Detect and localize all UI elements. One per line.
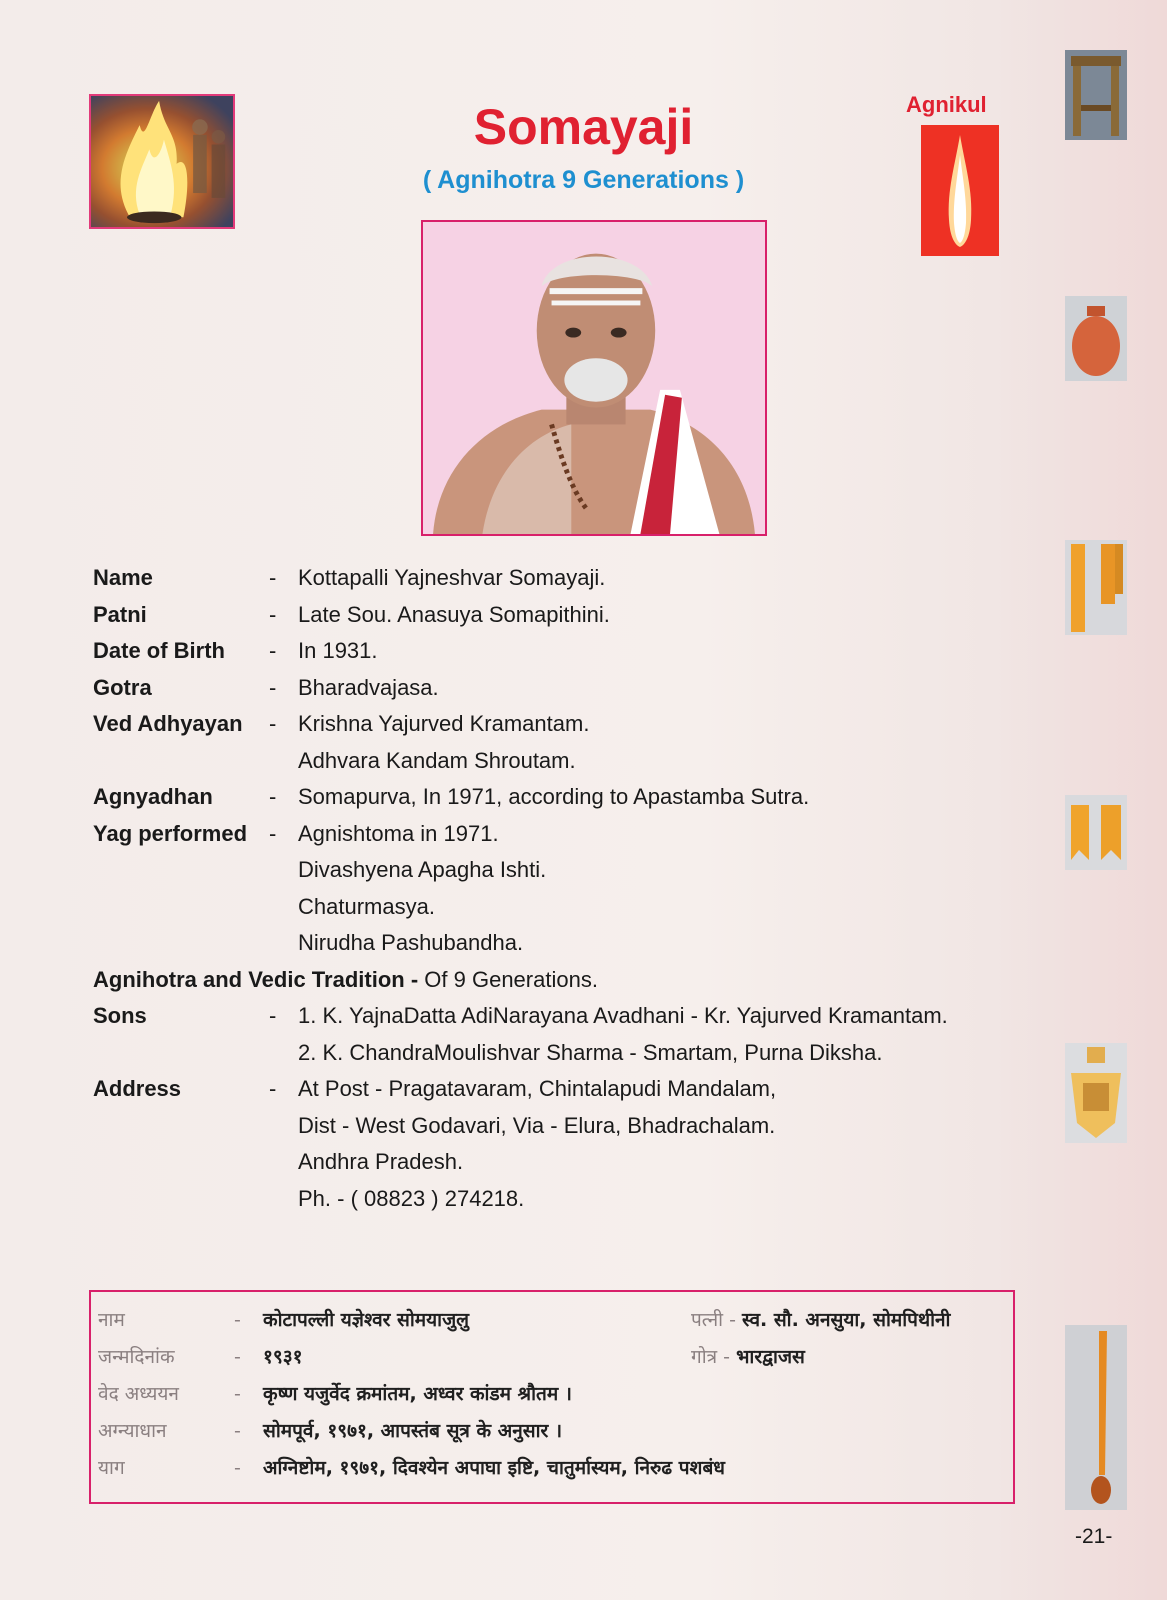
detail-dash: - <box>269 638 277 663</box>
detail-value: Bharadvajasa. <box>298 674 439 700</box>
hindi-value: कोटापल्ली यज्ञेश्वर सोमयाजुलु <box>263 1309 470 1331</box>
detail-label: Sons <box>93 1003 147 1028</box>
detail-agnyadhan <box>93 779 1033 816</box>
detail-yag-performed <box>93 816 1033 962</box>
detail-value: Krishna Yajurved Kramantam. <box>298 711 590 736</box>
detail-value: Of 9 Generations. <box>424 966 598 992</box>
details-section <box>93 560 1033 1217</box>
hindi-label: जन्मदिनांक <box>98 1346 175 1368</box>
hindi-row-patni <box>691 1305 950 1335</box>
detail-value: Late Sou. Anasuya Somapithini. <box>298 601 610 627</box>
hindi-dash: - <box>234 1383 241 1405</box>
hindi-value: १९३१ <box>263 1346 303 1368</box>
hindi-label: नाम <box>98 1309 125 1331</box>
detail-value: In 1931. <box>298 638 378 663</box>
hindi-dash: - <box>234 1457 241 1479</box>
detail-dash: - <box>269 820 277 846</box>
hindi-label: गोत्र <box>691 1346 718 1368</box>
detail-value: 2. K. ChandraMoulishvar Sharma - Smartam, Purna Diksha. <box>298 1039 883 1065</box>
detail-value: Divashyena Apagha Ishti. <box>298 857 547 882</box>
detail-label: Yag performed <box>93 820 248 846</box>
portrait-photo <box>421 220 767 536</box>
detail-dash: - <box>269 711 277 736</box>
detail-value: Dist - West Godavari, Via - Elura, Bhadrachalam. <box>298 1112 776 1138</box>
detail-patni <box>93 597 1033 634</box>
wooden-blocks-icon <box>1065 795 1127 870</box>
detail-dash: - <box>410 966 419 992</box>
detail-sons <box>93 998 1033 1071</box>
flame-icon <box>921 125 999 256</box>
detail-label: Agnihotra and Vedic Tradition <box>93 966 405 992</box>
clay-pot-icon <box>1065 296 1127 381</box>
hindi-label: याग <box>98 1457 125 1479</box>
ladle-icon <box>1065 1043 1127 1143</box>
hindi-dash: - <box>234 1420 241 1442</box>
detail-value: Somapurva, In 1971, according to Apastamba Sutra. <box>298 784 810 809</box>
detail-label: Name <box>93 565 153 590</box>
page-title: Somayaji <box>473 99 694 155</box>
hindi-value: अग्निष्टोम, १९७१, दिवश्येन अपाघा इष्टि, चातुर्मास्यम, निरुढ पशबंध <box>263 1457 725 1479</box>
detail-gotra <box>93 670 1033 707</box>
detail-name <box>93 560 1033 597</box>
detail-dash: - <box>269 674 277 700</box>
detail-dash: - <box>269 601 277 627</box>
detail-value: Ph. - ( 08823 ) 274218. <box>298 1185 525 1211</box>
detail-value: Chaturmasya. <box>298 893 435 919</box>
hindi-summary-box <box>89 1290 1015 1504</box>
wooden-stool-icon <box>1065 50 1127 140</box>
detail-ved-adhyayan <box>93 706 1033 779</box>
detail-tradition <box>93 962 1033 999</box>
detail-value: Agnishtoma in 1971. <box>298 820 499 846</box>
detail-value: Adhvara Kandam Shroutam. <box>298 747 576 773</box>
detail-dash: - <box>269 1076 277 1101</box>
hindi-value: भारद्वाजस <box>736 1346 805 1368</box>
hindi-row-gotra <box>691 1342 805 1372</box>
hindi-dash: - <box>723 1346 731 1368</box>
hindi-dash: - <box>729 1309 736 1331</box>
detail-value: Andhra Pradesh. <box>298 1149 464 1174</box>
detail-value: At Post - Pragatavaram, Chintalapudi Mandalam, <box>298 1076 777 1101</box>
detail-address <box>93 1071 1033 1217</box>
page-number: -21- <box>1075 1525 1113 1548</box>
detail-value: Nirudha Pashubandha. <box>298 930 524 955</box>
hindi-dash: - <box>234 1346 241 1368</box>
detail-label: Address <box>93 1076 182 1101</box>
hindi-value: सोमपूर्व, १९७१, आपस्तंब सूत्र के अनुसार । <box>263 1420 563 1442</box>
detail-dash: - <box>269 1003 277 1028</box>
detail-label: Date of Birth <box>93 638 225 663</box>
hindi-dash: - <box>234 1309 241 1331</box>
detail-value: Kottapalli Yajneshvar Somayaji. <box>298 565 606 590</box>
detail-dash: - <box>269 784 277 809</box>
detail-label: Ved Adhyayan <box>93 711 243 736</box>
hindi-value: कृष्ण यजुर्वेद क्रमांतम, अध्वर कांडम श्रौतम । <box>263 1383 572 1405</box>
detail-dash: - <box>269 565 277 590</box>
wooden-sticks-icon <box>1065 540 1127 635</box>
hindi-label: वेद अध्ययन <box>98 1383 179 1405</box>
detail-label: Agnyadhan <box>93 784 213 809</box>
detail-value: 1. K. YajnaDatta AdiNarayana Avadhani - Kr. Yajurved Kramantam. <box>298 1003 948 1028</box>
detail-label: Patni <box>93 601 147 627</box>
hindi-label: अग्न्याधान <box>98 1420 167 1442</box>
agnikul-label: Agnikul <box>906 92 987 117</box>
detail-label: Gotra <box>93 674 152 700</box>
hindi-value: स्व. सौ. अनसुया, सोमपिथीनी <box>742 1309 951 1331</box>
detail-dob <box>93 633 1033 670</box>
hindi-label: पत्नी <box>691 1309 724 1331</box>
page-subtitle: ( Agnihotra 9 Generations ) <box>422 166 745 194</box>
sruk-spoon-icon <box>1065 1325 1127 1510</box>
